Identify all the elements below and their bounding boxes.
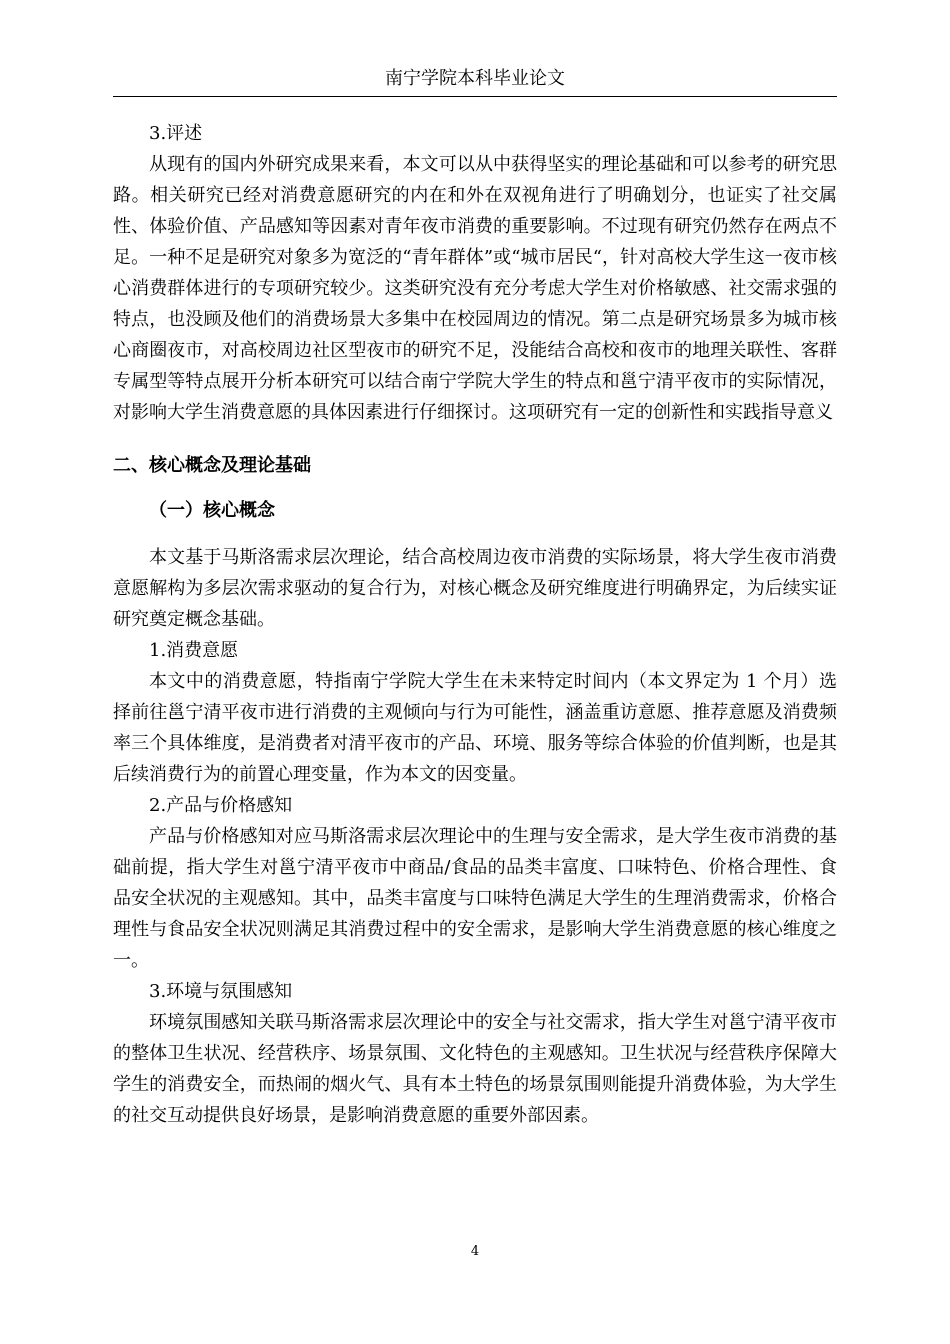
subsection-heading-review: 3.评述: [149, 123, 203, 144]
page-number: 4: [470, 1244, 480, 1259]
review-paragraph: 从现有的国内外研究成果来看，本文可以从中获得坚实的理论基础和可以参考的研究思路。相关研究已经对消费意愿研究的内在和外在双视角进行了明确划分，也证实了社交属性、体验价值、产品感知等因素对青年夜市消费的重要影响。不过现有研究仍然存在两点不足。一种不足是研究对象多为宽泛的“青年群体”或“城市居民“，针对高校大学生这一夜市核心消费群体进行的专项研究较少。这类研究没有充分考虑大学生对价格敏感、社交需求强的特点，也没顾及他们的消费场景大多集中在校园周边的情况。第二点是研究场景多为城市核心商圈夜市，对高校周边社区型夜市的研究不足，没能结合高校和夜市的地理关联性、客群专属型等特点展开分析本研究可以结合南宁学院大学生的特点和邕宁清平夜市的实际情况，对影响大学生消费意愿的具体因素进行仔细探讨。这项研究有一定的创新性和实践指导意义: [113, 154, 837, 423]
concept2-paragraph: 产品与价格感知对应马斯洛需求层次理论中的生理与安全需求，是大学生夜市消费的基础前提，指大学生对邕宁清平夜市中商品/食品的品类丰富度、口味特色、价格合理性、食品安全状况的主观感知。其中，品类丰富度与口味特色满足大学生的生理消费需求，价格合理性与食品安全状况则满足其消费过程中的安全需求，是影响大学生消费意愿的核心维度之一。: [113, 826, 837, 971]
header-rule: [113, 96, 837, 97]
concept2-heading: 2.产品与价格感知: [149, 795, 293, 816]
intro-paragraph: 本文基于马斯洛需求层次理论，结合高校周边夜市消费的实际场景，将大学生夜市消费意愿解构为多层次需求驱动的复合行为，对核心概念及研究维度进行明确界定，为后续实证研究奠定概念基础。: [113, 547, 837, 630]
concept1-paragraph: 本文中的消费意愿，特指南宁学院大学生在未来特定时间内（本文界定为 1 个月）选择前往邕宁清平夜市进行消费的主观倾向与行为可能性，涵盖重访意愿、推荐意愿及消费频率三个具体维度，是消费者对清平夜市的产品、环境、服务等综合体验的价值判断，也是其后续消费行为的前置心理变量，作为本文的因变量。: [113, 671, 837, 785]
chapter-heading: 二、核心概念及理论基础: [113, 455, 311, 476]
concept1-heading: 1.消费意愿: [149, 640, 239, 661]
page-body: [113, 118, 837, 1131]
concept3-paragraph: 环境氛围感知关联马斯洛需求层次理论中的安全与社交需求，指大学生对邕宁清平夜市的整体卫生状况、经营秩序、场景氛围、文化特色的主观感知。卫生状况与经营秩序保障大学生的消费安全，而热闹的烟火气、具有本土特色的场景氛围则能提升消费体验，为大学生的社交互动提供良好场景，是影响消费意愿的重要外部因素。: [113, 1012, 837, 1126]
running-header: 南宁学院本科毕业论文: [385, 68, 565, 89]
section-heading: （一）核心概念: [149, 500, 275, 521]
concept3-heading: 3.环境与氛围感知: [149, 981, 293, 1002]
